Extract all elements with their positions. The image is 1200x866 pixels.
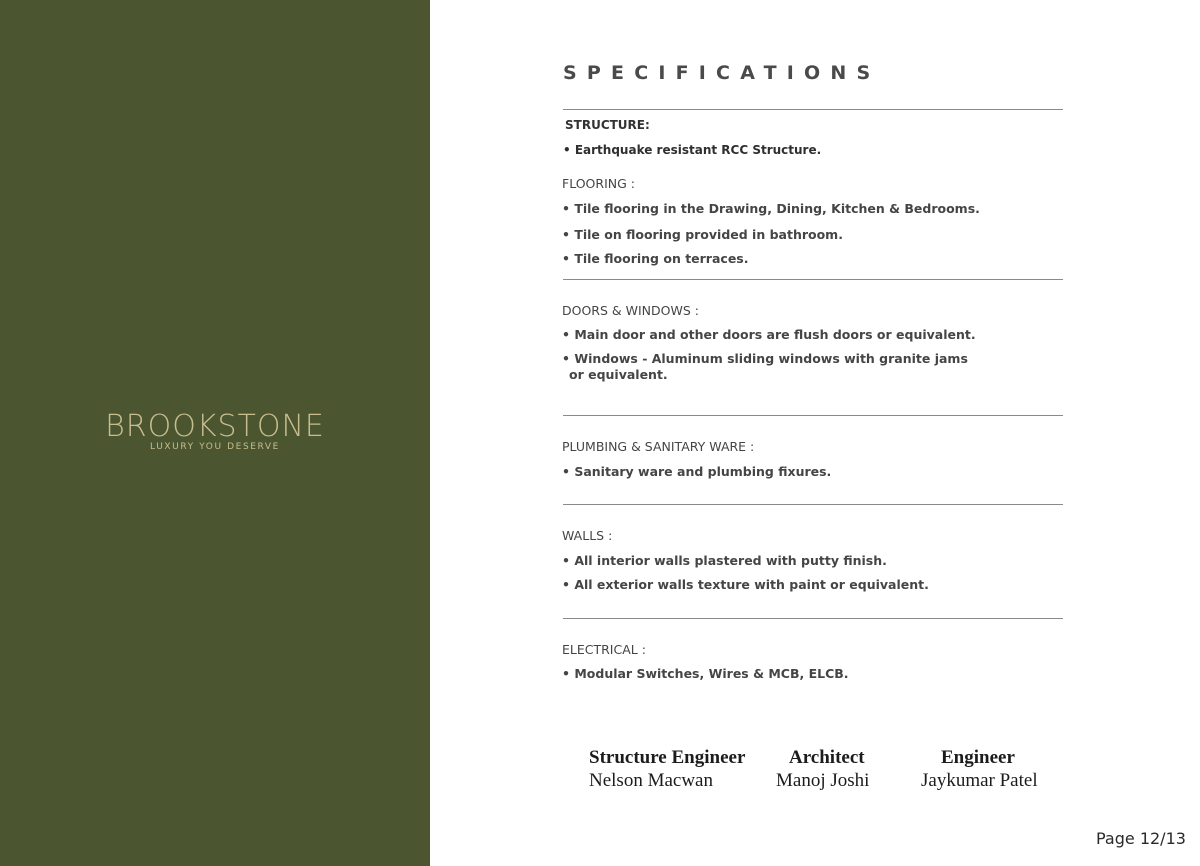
doors-windows-item: • Main door and other doors are flush doors or equivalent. bbox=[562, 327, 976, 342]
signatory-role: Structure Engineer bbox=[589, 747, 746, 768]
doors-windows-item-continued: or equivalent. bbox=[569, 367, 668, 382]
flooring-heading: FLOORING : bbox=[562, 176, 635, 191]
section-divider bbox=[563, 504, 1063, 505]
signatory-role: Engineer bbox=[941, 747, 1015, 768]
brand-name: BROOKSTONE bbox=[105, 409, 325, 444]
plumbing-heading: PLUMBING & SANITARY WARE : bbox=[562, 439, 755, 454]
signatory-name: Manoj Joshi bbox=[776, 770, 870, 791]
signatory-role: Architect bbox=[789, 747, 865, 768]
signatory-name: Jaykumar Patel bbox=[921, 770, 1038, 791]
flooring-item: • Tile flooring on terraces. bbox=[562, 251, 749, 266]
brand-panel bbox=[0, 0, 430, 866]
structure-item: • Earthquake resistant RCC Structure. bbox=[563, 143, 822, 157]
section-divider bbox=[563, 415, 1063, 416]
doors-windows-item: • Windows - Aluminum sliding windows with granite jams bbox=[562, 351, 968, 366]
doors-windows-heading: DOORS & WINDOWS : bbox=[562, 303, 699, 318]
section-divider bbox=[563, 279, 1063, 280]
walls-item: • All interior walls plastered with putty finish. bbox=[562, 553, 887, 568]
structure-heading: STRUCTURE: bbox=[565, 118, 650, 132]
plumbing-item: • Sanitary ware and plumbing fixures. bbox=[562, 464, 832, 479]
section-divider bbox=[563, 618, 1063, 619]
brand-logo bbox=[0, 408, 430, 452]
page-number: Page 12/13 bbox=[1096, 829, 1186, 848]
section-divider bbox=[563, 109, 1063, 110]
electrical-heading: ELECTRICAL : bbox=[562, 642, 646, 657]
flooring-item: • Tile on flooring provided in bathroom. bbox=[562, 227, 843, 242]
walls-heading: WALLS : bbox=[562, 528, 613, 543]
brand-tagline: LUXURY YOU DESERVE bbox=[150, 442, 280, 452]
electrical-item: • Modular Switches, Wires & MCB, ELCB. bbox=[562, 666, 849, 681]
signatory-name: Nelson Macwan bbox=[589, 770, 713, 791]
walls-item: • All exterior walls texture with paint or equivalent. bbox=[562, 577, 929, 592]
flooring-item: • Tile flooring in the Drawing, Dining, Kitchen & Bedrooms. bbox=[562, 201, 980, 216]
page-title: SPECIFICATIONS bbox=[563, 62, 881, 84]
